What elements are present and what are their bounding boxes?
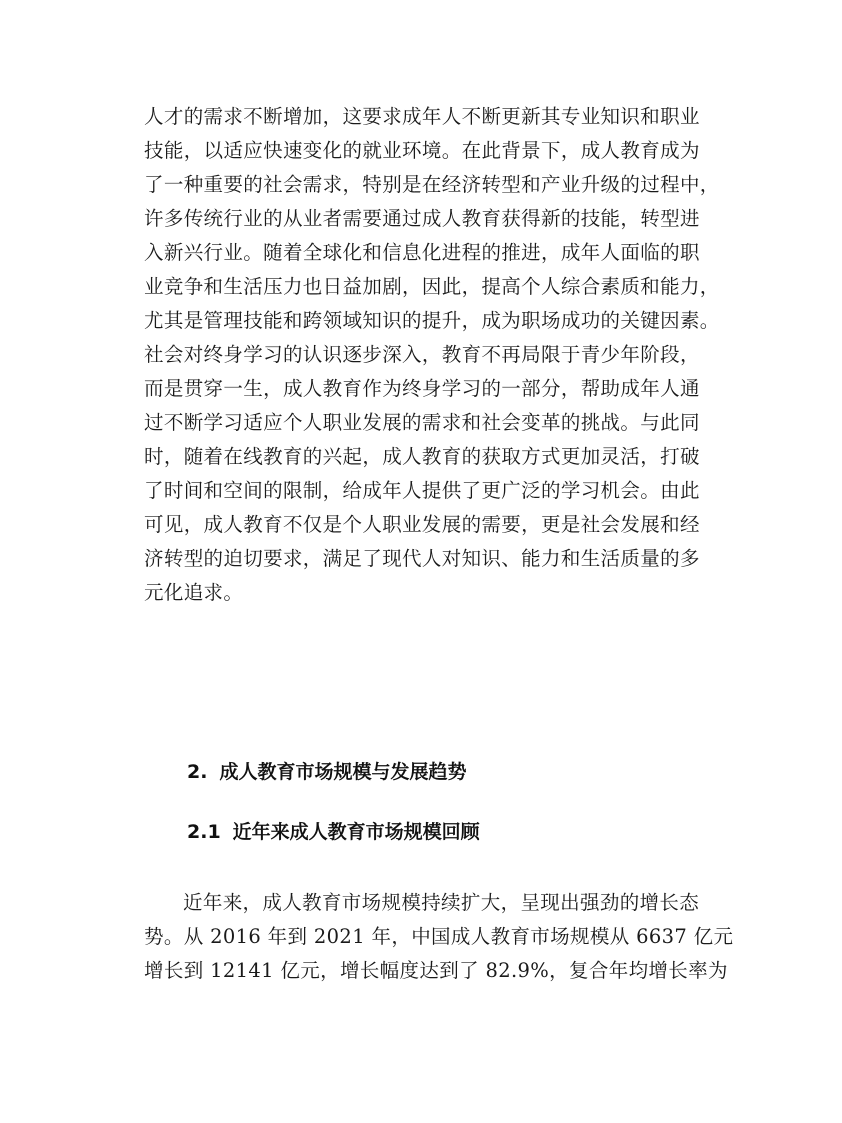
section-number: 2. xyxy=(187,761,208,783)
body-paragraph-1 xyxy=(144,100,720,610)
text-line: 而是贯穿一生，成人教育作为终身学习的一部分，帮助成年人通 xyxy=(144,377,700,400)
text-line: 势。从 2016 年到 2021 年，中国成人教育市场规模从 6637 亿元 xyxy=(144,925,734,948)
subsection-title: 近年来成人教育市场规模回顾 xyxy=(232,821,480,843)
text-line: 社会对终身学习的认识逐步深入，教育不再局限于青少年阶段， xyxy=(144,343,700,366)
text-line: 济转型的迫切要求，满足了现代人对知识、能力和生活质量的多 xyxy=(144,547,700,570)
text-line: 元化追求。 xyxy=(144,581,244,604)
subsection-heading xyxy=(187,818,480,846)
text-line: 可见，成人教育不仅是个人职业发展的需要，更是社会发展和经 xyxy=(144,513,700,536)
text-line: 增长到 12141 亿元，增长幅度达到了 82.9%，复合年均增长率为 xyxy=(144,959,728,982)
text-line: 了时间和空间的限制，给成年人提供了更广泛的学习机会。由此 xyxy=(144,479,700,502)
text-line: 入新兴行业。随着全球化和信息化进程的推进，成年人面临的职 xyxy=(144,241,700,264)
body-paragraph-2 xyxy=(144,886,734,988)
section-heading xyxy=(187,758,466,786)
text-line: 时，随着在线教育的兴起，成人教育的获取方式更加灵活，打破 xyxy=(144,445,700,468)
section-title: 成人教育市场规模与发展趋势 xyxy=(219,761,467,783)
subsection-number: 2.1 xyxy=(187,821,221,843)
text-line: 许多传统行业的从业者需要通过成人教育获得新的技能，转型进 xyxy=(144,207,700,230)
text-line: 人才的需求不断增加，这要求成年人不断更新其专业知识和职业 xyxy=(144,105,700,128)
text-line: 业竞争和生活压力也日益加剧，因此，提高个人综合素质和能力， xyxy=(144,275,720,298)
text-line: 近年来，成人教育市场规模持续扩大，呈现出强劲的增长态 xyxy=(183,891,700,914)
text-line: 尤其是管理技能和跨领域知识的提升，成为职场成功的关键因素。 xyxy=(144,309,720,332)
text-line: 了一种重要的社会需求，特别是在经济转型和产业升级的过程中， xyxy=(144,173,720,196)
text-line: 过不断学习适应个人职业发展的需求和社会变革的挑战。与此同 xyxy=(144,411,700,434)
text-line: 技能，以适应快速变化的就业环境。在此背景下，成人教育成为 xyxy=(144,139,700,162)
